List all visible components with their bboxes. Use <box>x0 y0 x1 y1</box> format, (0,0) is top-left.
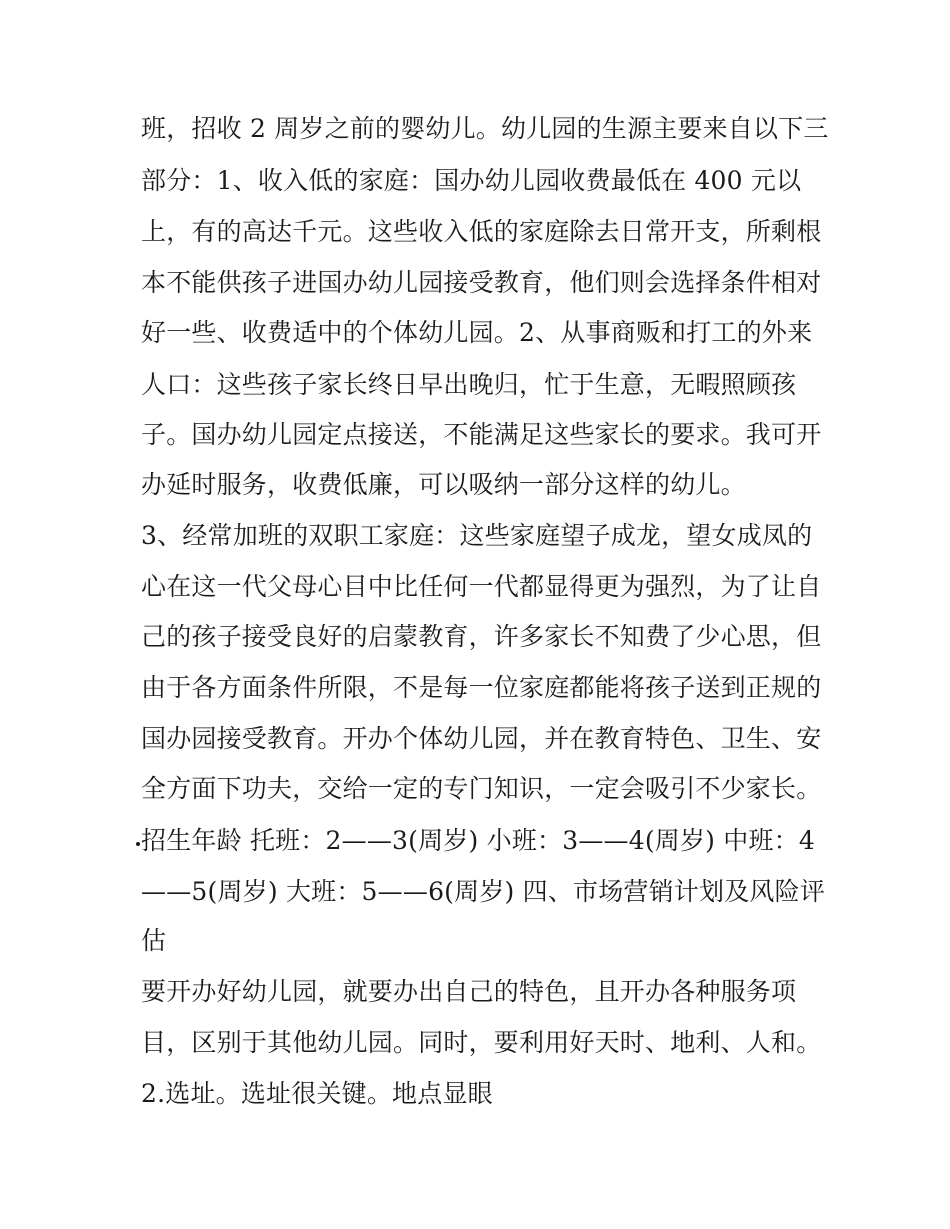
text-line: 好一些、收费适中的个体幼儿园。2、从事商贩和打工的外来 <box>141 318 813 347</box>
text-line: 上，有的高达千元。这些收入低的家庭除去日常开支，所剩根 <box>141 217 822 246</box>
text-line: 要开办好幼儿园，就要办出自己的特色，且开办各种服务项 <box>141 977 797 1006</box>
text-line: 国办园接受教育。开办个体幼儿园，并在教育特色、卫生、安 <box>141 724 822 753</box>
text-line: 心在这一代父母心目中比任何一代都显得更为强烈，为了让自 <box>141 572 822 601</box>
text-line: 全方面下功夫，交给一定的专门知识，一定会吸引不少家长。 <box>141 774 822 803</box>
text-line: 人口：这些孩子家长终日早出晚归，忙于生意，无暇照顾孩 <box>141 370 797 399</box>
text-line: 2.选址。选址很关键。地点显眼 <box>141 1079 493 1108</box>
text-line: 办延时服务，收费低廉，可以吸纳一部分这样的幼儿。 <box>141 470 746 499</box>
text-line: 本不能供孩子进国办幼儿园接受教育，他们则会选择条件相对 <box>141 268 822 297</box>
text-line: ——5(周岁) 大班：5——6(周岁) 四、市场营销计划及风险评 <box>141 877 826 906</box>
text-line: 由于各方面条件所限，不是每一位家庭都能将孩子送到正规的 <box>141 673 822 702</box>
text-line: 目，区别于其他幼儿园。同时，要利用好天时、地利、人和。 <box>141 1028 822 1057</box>
bullet-dot <box>136 842 140 846</box>
text-line: 班，招收 2 周岁之前的婴幼儿。幼儿园的生源主要来自以下三 <box>141 114 829 143</box>
text-line: 估 <box>141 926 167 955</box>
text-line: 招生年龄 托班：2——3(周岁) 小班：3——4(周岁) 中班：4 <box>141 826 815 855</box>
text-line: 子。国办幼儿园定点接送，不能满足这些家长的要求。我可开 <box>141 420 822 449</box>
text-line: 部分：1、收入低的家庭：国办幼儿园收费最低在 400 元以 <box>141 166 802 195</box>
text-line: 己的孩子接受良好的启蒙教育，许多家长不知费了少心思，但 <box>141 622 822 651</box>
text-line: 3、经常加班的双职工家庭：这些家庭望子成龙，望女成凤的 <box>141 521 813 550</box>
